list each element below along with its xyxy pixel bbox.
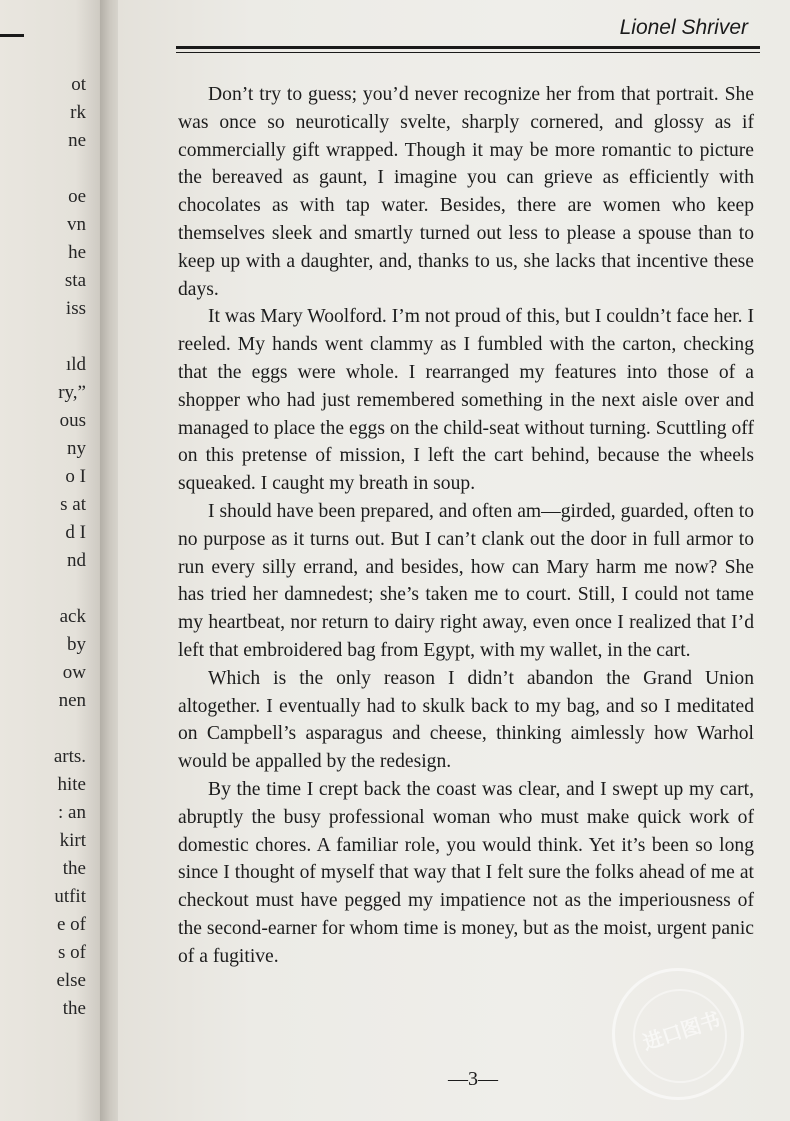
paragraph-1: Don’t try to guess; you’d never recognize her from that portrait. She was once so neurotically svelte, sharply cornered, and glossy as if commercially gift wrapped. Though it may be more romantic to picture the bereaved as gaunt, I imagine you can grieve as efficiently with chocolates as with tap water. Besides, there are women who keep themselves sleek and smartly turned out less to please a spouse than to keep up with a daughter, and, thanks to us, she lacks that incentive these days. — [178, 84, 754, 300]
left-facing-page — [0, 0, 108, 1121]
left-page-fragment: ous — [59, 410, 86, 431]
left-page-fragment: the — [62, 998, 86, 1019]
right-page — [118, 0, 790, 1121]
body-text — [178, 81, 754, 971]
watermark-stamp-text: 进口图书 — [639, 1007, 724, 1055]
paragraph-5: By the time I crept back the coast was clear, and I swept up my cart, abruptly the busy professional woman who must make quick work of domestic chores. A familiar role, you would think. Yet it’s been so long since I thought of myself that way that I felt sure the folks ahead of me at checkout must have pegged my impatience not as the imperiousness of the second-earner for whom time is money, but as the moist, urgent panic of a fugitive. — [178, 778, 754, 967]
left-page-fragment: e of — [56, 914, 86, 935]
left-page-fragment: arts. — [53, 746, 86, 767]
left-page-fragment: else — [56, 970, 86, 991]
header-rule-thin — [176, 52, 760, 53]
left-page-fragment: the — [62, 858, 86, 879]
left-page-fragment: he — [68, 242, 86, 263]
left-page-fragment: ne — [68, 130, 86, 151]
left-page-fragment: s at — [60, 494, 86, 515]
left-page-fragment: ry,” — [58, 382, 86, 403]
left-page-fragment: sta — [64, 270, 86, 291]
left-page-fragment: oe — [68, 186, 86, 207]
left-page-fragment: nd — [67, 550, 86, 571]
left-page-fragment: ny — [67, 438, 86, 459]
left-page-fragment: ot — [71, 74, 86, 95]
left-page-fragment: rk — [70, 102, 86, 123]
left-page-fragment: utfit — [54, 886, 86, 907]
left-page-fragment: vn — [67, 214, 86, 235]
left-header-rule — [0, 34, 24, 37]
paragraph-2: It was Mary Woolford. I’m not proud of this, but I couldn’t face her. I reeled. My hands went clammy as I fumbled with the carton, checking that the eggs were whole. I rearranged my features into those of a shopper who had just remembered something in the next aisle over and managed to place the eggs on the child-seat without turning. Scuttling off on this pretense of mission, I left the cart behind, because the wheels squeaked. I caught my breath in soup. — [178, 306, 754, 495]
page-number: —3— — [448, 1068, 498, 1090]
left-page-fragment: ıld — [65, 354, 86, 375]
left-page-fragment: nen — [58, 690, 86, 711]
left-page-fragment: s of — [58, 942, 86, 963]
left-page-fragment: kirt — [59, 830, 86, 851]
left-page-fragment: o I — [65, 466, 86, 487]
left-page-fragment: d I — [65, 522, 86, 543]
left-page-fragment: : an — [58, 802, 86, 823]
paragraph-3: I should have been prepared, and often am—girded, guarded, often to no purpose as it turns out. But I can’t clank out the door in full armor to run every silly errand, and besides, how can Mary harm me now? She has tried her damnedest; she’s taken me to court. Still, I could not tame my heartbeat, nor return to dairy right away, even once I realized that I’d left that embroidered bag from Egypt, with my wallet, in the cart. — [178, 500, 754, 661]
left-page-fragment: ow — [62, 662, 86, 683]
header-rule-thick — [176, 46, 760, 49]
running-head-author: Lionel Shriver — [619, 16, 748, 39]
left-page-fragment: by — [67, 634, 86, 655]
left-page-fragment: hite — [57, 774, 86, 795]
left-page-fragment: ack — [59, 606, 86, 627]
left-page-fragment: iss — [65, 298, 86, 319]
paragraph-4: Which is the only reason I didn’t abandon the Grand Union altogether. I eventually had to skulk back to my bag, and so I meditated on Campbell’s asparagus and cheese, thinking aimlessly how Warhol would be appalled by the redesign. — [178, 667, 754, 773]
